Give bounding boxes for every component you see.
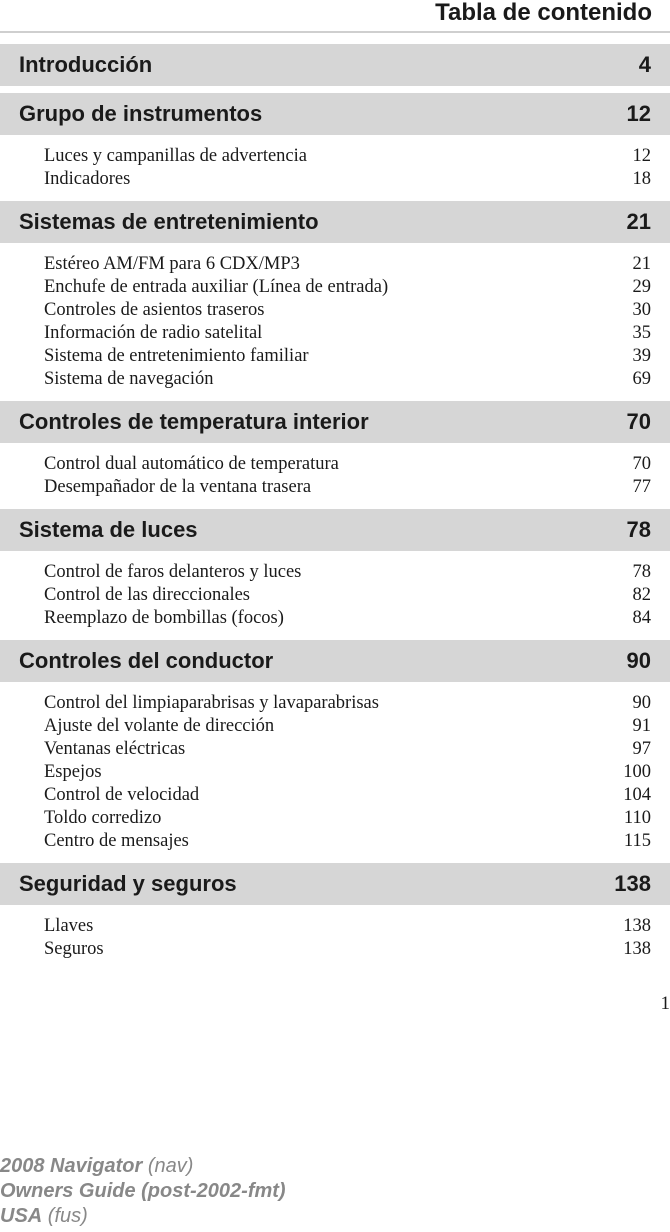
footer-market-code: (fus) — [47, 1205, 88, 1227]
toc-entry-label: Toldo corredizo — [44, 808, 162, 828]
title-divider — [0, 31, 670, 33]
toc-entry[interactable] — [44, 938, 651, 961]
toc-entry-page: 91 — [632, 716, 651, 736]
footer-market: USA — [0, 1205, 43, 1227]
footer-model-code: (nav) — [147, 1155, 194, 1177]
toc-entry[interactable] — [44, 561, 651, 584]
toc-entry[interactable] — [44, 715, 651, 738]
toc-entry-label: Información de radio satelital — [44, 323, 263, 343]
footer-line-model — [0, 1154, 286, 1179]
toc-entry-label: Espejos — [44, 762, 102, 782]
toc-entry-page: 110 — [623, 808, 651, 828]
toc-entry[interactable] — [44, 453, 651, 476]
section-heading[interactable] — [0, 401, 670, 443]
toc-entry-page: 77 — [632, 477, 651, 497]
toc-entry-page: 21 — [632, 254, 651, 274]
section-entries — [0, 905, 670, 971]
toc-entry[interactable] — [44, 476, 651, 499]
toc-entry[interactable] — [44, 692, 651, 715]
page-number: 1 — [660, 993, 670, 1014]
toc-entry[interactable] — [44, 299, 651, 322]
toc-entry-label: Controles de asientos traseros — [44, 300, 265, 320]
toc-entry[interactable] — [44, 915, 651, 938]
toc-entry-label: Ajuste del volante de dirección — [44, 716, 275, 736]
section-page: 138 — [614, 871, 651, 896]
toc-entry-page: 97 — [632, 739, 651, 759]
toc-entry-page: 104 — [623, 785, 651, 805]
toc-entry-page: 115 — [623, 831, 651, 851]
toc-entry-label: Control de las direccionales — [44, 585, 251, 605]
toc-entry[interactable] — [44, 738, 651, 761]
toc-entry[interactable] — [44, 584, 651, 607]
toc-entry-label: Indicadores — [44, 169, 131, 189]
footer-guide: Owners Guide (post-2002-fmt) — [0, 1180, 286, 1202]
toc-entry-label: Llaves — [44, 916, 94, 936]
toc-entry-page: 100 — [623, 762, 651, 782]
section-entries — [0, 682, 670, 863]
toc-entry-page: 90 — [632, 693, 651, 713]
section-title: Introducción — [19, 52, 153, 77]
toc-entry-page: 18 — [632, 169, 651, 189]
section-page: 12 — [626, 101, 651, 126]
section-page: 90 — [626, 648, 651, 673]
toc-entry-label: Ventanas eléctricas — [44, 739, 186, 759]
section-title: Seguridad y seguros — [19, 871, 237, 896]
section-gap — [0, 86, 670, 93]
toc-entry-label: Centro de mensajes — [44, 831, 189, 851]
section-entries — [0, 443, 670, 509]
toc-entry-page: 84 — [632, 608, 651, 628]
toc-entry[interactable] — [44, 607, 651, 630]
toc-entry-label: Seguros — [44, 939, 104, 959]
toc-entry-label: Desempañador de la ventana trasera — [44, 477, 312, 497]
toc-entry[interactable] — [44, 276, 651, 299]
section-page: 4 — [638, 52, 651, 77]
section-heading[interactable] — [0, 509, 670, 551]
section-heading[interactable] — [0, 863, 670, 905]
toc-entry-page: 12 — [632, 146, 651, 166]
toc-entry-label: Sistema de entretenimiento familiar — [44, 346, 309, 366]
document-footer — [0, 1154, 286, 1229]
section-entries — [0, 243, 670, 401]
section-title: Controles de temperatura interior — [19, 409, 369, 434]
toc-entry-label: Luces y campanillas de advertencia — [44, 146, 307, 166]
toc-entry[interactable] — [44, 784, 651, 807]
toc-entry-page: 39 — [632, 346, 651, 366]
page-title: Tabla de contenido — [435, 0, 652, 26]
toc-entry-label: Control de faros delanteros y luces — [44, 562, 302, 582]
toc-entry-label: Enchufe de entrada auxiliar (Línea de entrada) — [44, 277, 389, 297]
toc-entry-label: Control dual automático de temperatura — [44, 454, 339, 474]
table-of-contents — [0, 44, 670, 971]
toc-entry-label: Sistema de navegación — [44, 369, 214, 389]
toc-entry[interactable] — [44, 368, 651, 391]
toc-entry-label: Control del limpiaparabrisas y lavaparabrisas — [44, 693, 379, 713]
toc-entry-page: 30 — [632, 300, 651, 320]
section-title: Grupo de instrumentos — [19, 101, 263, 126]
toc-entry-page: 69 — [632, 369, 651, 389]
toc-entry[interactable] — [44, 830, 651, 853]
section-entries — [0, 551, 670, 640]
toc-entry-page: 29 — [632, 277, 651, 297]
section-title: Sistemas de entretenimiento — [19, 209, 319, 234]
toc-entry-label: Control de velocidad — [44, 785, 200, 805]
section-page: 21 — [626, 209, 651, 234]
section-entries — [0, 135, 670, 201]
toc-entry-label: Reemplazo de bombillas (focos) — [44, 608, 284, 628]
toc-entry-page: 78 — [632, 562, 651, 582]
section-page: 70 — [626, 409, 651, 434]
toc-entry[interactable] — [44, 322, 651, 345]
toc-entry[interactable] — [44, 761, 651, 784]
section-heading[interactable] — [0, 201, 670, 243]
footer-model: 2008 Navigator — [0, 1155, 143, 1177]
section-page: 78 — [626, 517, 651, 542]
footer-line-market — [0, 1204, 286, 1229]
section-title: Controles del conductor — [19, 648, 274, 673]
toc-entry-page: 138 — [623, 916, 651, 936]
section-heading[interactable] — [0, 640, 670, 682]
toc-entry[interactable] — [44, 168, 651, 191]
toc-entry-page: 35 — [632, 323, 651, 343]
toc-entry[interactable] — [44, 345, 651, 368]
footer-line-guide — [0, 1179, 286, 1204]
toc-entry[interactable] — [44, 807, 651, 830]
section-heading[interactable] — [0, 93, 670, 135]
toc-entry-page: 138 — [623, 939, 651, 959]
toc-entry-page: 70 — [632, 454, 651, 474]
toc-entry-label: Estéreo AM/FM para 6 CDX/MP3 — [44, 254, 300, 274]
section-heading[interactable] — [0, 44, 670, 86]
toc-entry[interactable] — [44, 145, 651, 168]
toc-entry[interactable] — [44, 253, 651, 276]
section-title: Sistema de luces — [19, 517, 198, 542]
toc-entry-page: 82 — [632, 585, 651, 605]
